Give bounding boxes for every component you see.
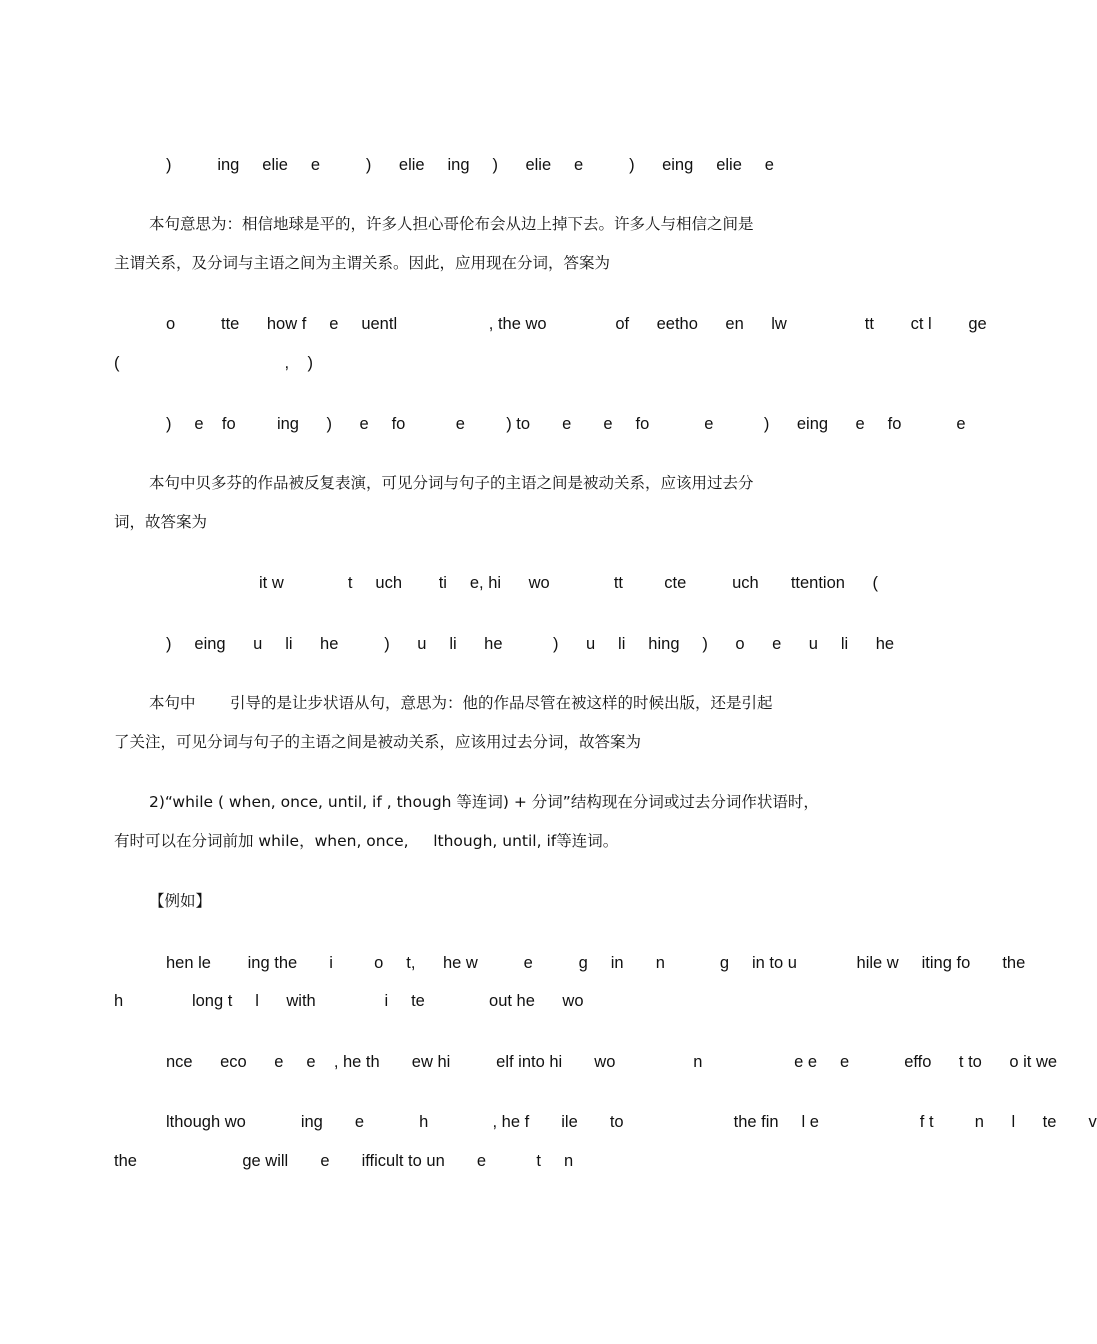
explanation-line-3b: 了关注，可见分词与句子的主语之间是被动关系，应该用过去分词，故答案为 xyxy=(114,733,642,751)
example-2: nce eco e e , he th ew hi elf into hi wo n e e e effo t to o it we xyxy=(166,1053,1058,1071)
rule-line-1: 2)“while ( when, once, until, if , though 等连词) + 分词”结构现在分词或过去分词作状语时， xyxy=(149,793,819,811)
example-1-line-2: h long t l with i te out he wo xyxy=(114,992,584,1010)
example-1-line-1: hen le ing the i o t, he w e g in n g in to u hile w iting fo the xyxy=(166,954,1026,972)
explanation-line-2b: 词，故答案为 xyxy=(114,513,208,531)
explanation-line-1a: 本句意思为：相信地球是平的，许多人担心哥伦布会从边上掉下去。许多人与相信之间是 xyxy=(149,215,754,233)
options-line-3: ) eing u li he ) u li he ) u li hing ) o e u li he xyxy=(166,635,895,653)
question-sentence-3: it w t uch ti e, hi wo tt cte uch ttention ( xyxy=(259,574,878,592)
explanation-line-1b: 主谓关系，及分词与主语之间为主谓关系。因此，应用现在分词，答案为 xyxy=(114,254,611,272)
example-3-line-2: the ge will e ifficult to un e t n xyxy=(114,1152,574,1170)
examples-heading: 【例如】 xyxy=(149,892,212,910)
question-sentence-2: o tte how f e uentl , the wo of eetho en lw tt ct l ge xyxy=(166,315,987,333)
options-line-2: ) e fo ing ) e fo e ) to e e fo e ) eing e fo e xyxy=(166,415,966,433)
question-blank-2: ( , ) xyxy=(114,354,313,372)
example-3-line-1: lthough wo ing e h , he f ile to the fin l e f t n l te v xyxy=(166,1113,1097,1131)
explanation-line-2a: 本句中贝多芬的作品被反复表演，可见分词与句子的主语之间是被动关系，应该用过去分 xyxy=(149,474,754,492)
explanation-line-3a: 本句中 引导的是让步状语从句，意思为：他的作品尽管在被这样的时候出版，还是引起 xyxy=(149,694,773,712)
rule-line-2: 有时可以在分词前加 while，when, once, lthough, until, if等连词。 xyxy=(114,832,619,850)
options-line-1: ) ing elie e ) elie ing ) elie e ) eing elie e xyxy=(166,156,774,174)
